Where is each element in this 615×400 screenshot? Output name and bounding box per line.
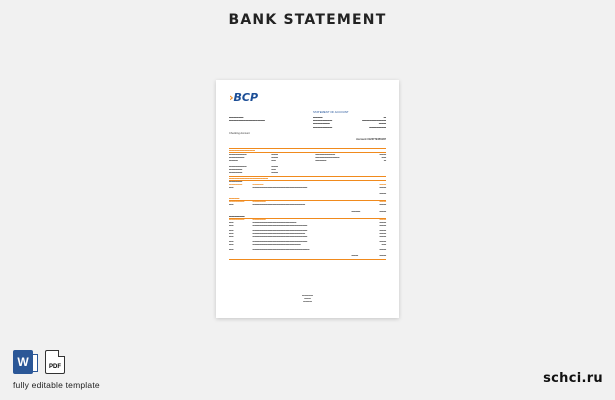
withdrawals-subtotal: ▬▬▬▬ ▬▬▬ [351, 211, 386, 213]
deposits-column-headers: ▬▬▬▬▬▬ ▬▬▬▬▬ ▬▬▬ [229, 184, 386, 186]
pdf-icon: PDF [45, 350, 65, 374]
transaction-row: ▬▬ ▬▬▬▬▬▬▬▬▬▬▬▬▬▬▬▬▬▬▬▬ ▬▬▬ [229, 222, 386, 224]
summary-row: ▬▬▬▬▬▬▬▬ ▬▬▬ [229, 166, 278, 168]
statement-document [216, 80, 399, 318]
transaction-row: ▬▬ ▬▬▬▬▬▬▬▬▬▬▬▬▬▬▬▬▬▬▬▬▬▬▬▬▬ ▬▬▬ [229, 225, 386, 227]
deposits-subtotal: ▬▬▬ [379, 193, 386, 195]
transactions-column-headers: ▬▬▬▬▬▬▬ ▬▬▬▬▬▬ ▬▬▬ [229, 219, 386, 221]
account-number: Account #123779456187 [356, 138, 386, 141]
site-brand: schci.ru [543, 371, 603, 386]
transaction-row: ▬▬ ▬▬▬▬▬▬▬▬▬▬▬▬▬▬▬▬▬▬▬▬▬▬▬▬ ▬▬▬ [229, 233, 386, 235]
logo-chevron-icon: › [229, 91, 234, 104]
summary-row: ▬▬▬▬ ▬▬ ▬▬▬▬▬ ▬ [229, 160, 386, 162]
page-title: BANK STATEMENT [228, 12, 387, 28]
deposits-section-heading: ▬▬▬▬▬▬▬▬▬▬▬▬▬▬▬ [229, 177, 268, 180]
transaction-row: ▬▬ ▬▬▬▬▬▬▬▬▬▬▬▬▬▬▬▬▬▬▬▬▬▬▬▬▬ ▬▬▬ [229, 230, 386, 232]
format-icons [13, 350, 65, 374]
logo-text: BCP [233, 91, 259, 104]
transaction-row: ▬▬ ▬▬▬▬▬▬▬▬▬▬▬▬▬▬▬▬▬▬▬▬▬▬▬▬▬ ▬▬▬ [229, 236, 386, 238]
summary-row: ▬▬▬▬▬▬▬ ▬▬▬ ▬▬▬▬▬▬▬▬▬▬▬ ▬▬ [229, 157, 386, 159]
customer-address-block: ▬▬▬▬▬▬ ▬▬▬▬▬▬▬▬▬▬▬▬▬▬▬ [229, 116, 265, 123]
editable-template-label: fully editable template [13, 380, 100, 390]
word-doc-icon: W [13, 350, 33, 374]
summary-section-heading: ▬▬▬▬▬▬▬▬▬▬ [229, 149, 255, 152]
summary-row: ▬▬▬▬▬▬ ▬▬▬ [229, 172, 278, 174]
transaction-row: ▬▬ ▬▬▬▬▬▬▬▬▬▬▬▬▬▬▬▬▬▬▬▬▬▬▬▬▬ ▬▬▬ [229, 241, 386, 243]
statement-header: STATEMENT OF ACCOUNT [313, 110, 349, 114]
deposit-row: ▬▬ ▬▬▬▬▬▬▬▬▬▬▬▬▬▬▬▬▬▬▬▬▬▬▬▬▬ ▬▬▬ [229, 187, 386, 189]
withdrawals-column-headers: ▬▬▬▬▬▬▬ ▬▬▬▬▬▬ ▬▬▬ [229, 201, 386, 203]
transactions-bottom-rule [229, 259, 386, 260]
summary-row: ▬▬▬▬▬▬ ▬▬ [229, 169, 276, 171]
statement-info-labels: ▬▬▬▬ ▬▬▬▬▬▬▬▬ ▬▬▬▬▬▬▬ ▬▬▬▬▬▬▬▬ [313, 116, 333, 129]
transaction-row: ▬▬ ▬▬▬▬▬▬▬▬▬▬▬▬▬▬▬▬▬▬▬▬▬▬▬▬▬▬ ▬▬▬ [229, 249, 386, 251]
summary-row: ▬▬▬▬▬▬▬▬ ▬▬▬ ▬▬▬▬▬▬▬▬▬ ▬▬▬ [229, 154, 386, 156]
summary-bottom-rule [229, 152, 386, 153]
bank-logo [229, 91, 258, 104]
statement-footer: ▬▬▬▬▬ ▬▬▬ ▬▬▬▬ [302, 295, 313, 304]
transactions-section-heading: ▬▬▬▬▬▬ [229, 215, 245, 218]
account-type-label: Checking Account [229, 132, 250, 135]
transactions-subtotal: ▬▬▬ ▬▬▬ [351, 255, 386, 257]
deposits-subheading: ▬▬▬▬▬▬ [229, 181, 243, 183]
transaction-row: ▬▬ ▬▬▬▬▬▬▬▬▬▬▬▬▬▬▬▬▬▬▬▬▬▬ ▬▬ [229, 244, 386, 246]
withdrawal-row: ▬▬ ▬▬▬▬▬▬▬▬▬▬▬▬▬▬▬▬▬▬▬▬▬▬▬▬ ▬▬▬ [229, 204, 386, 206]
statement-info-values: ▬ ▬▬▬▬▬▬▬▬▬▬ ▬▬▬ ▬▬▬▬▬▬▬ [362, 116, 386, 129]
withdrawals-section-heading: ▬▬▬▬ [229, 197, 240, 200]
